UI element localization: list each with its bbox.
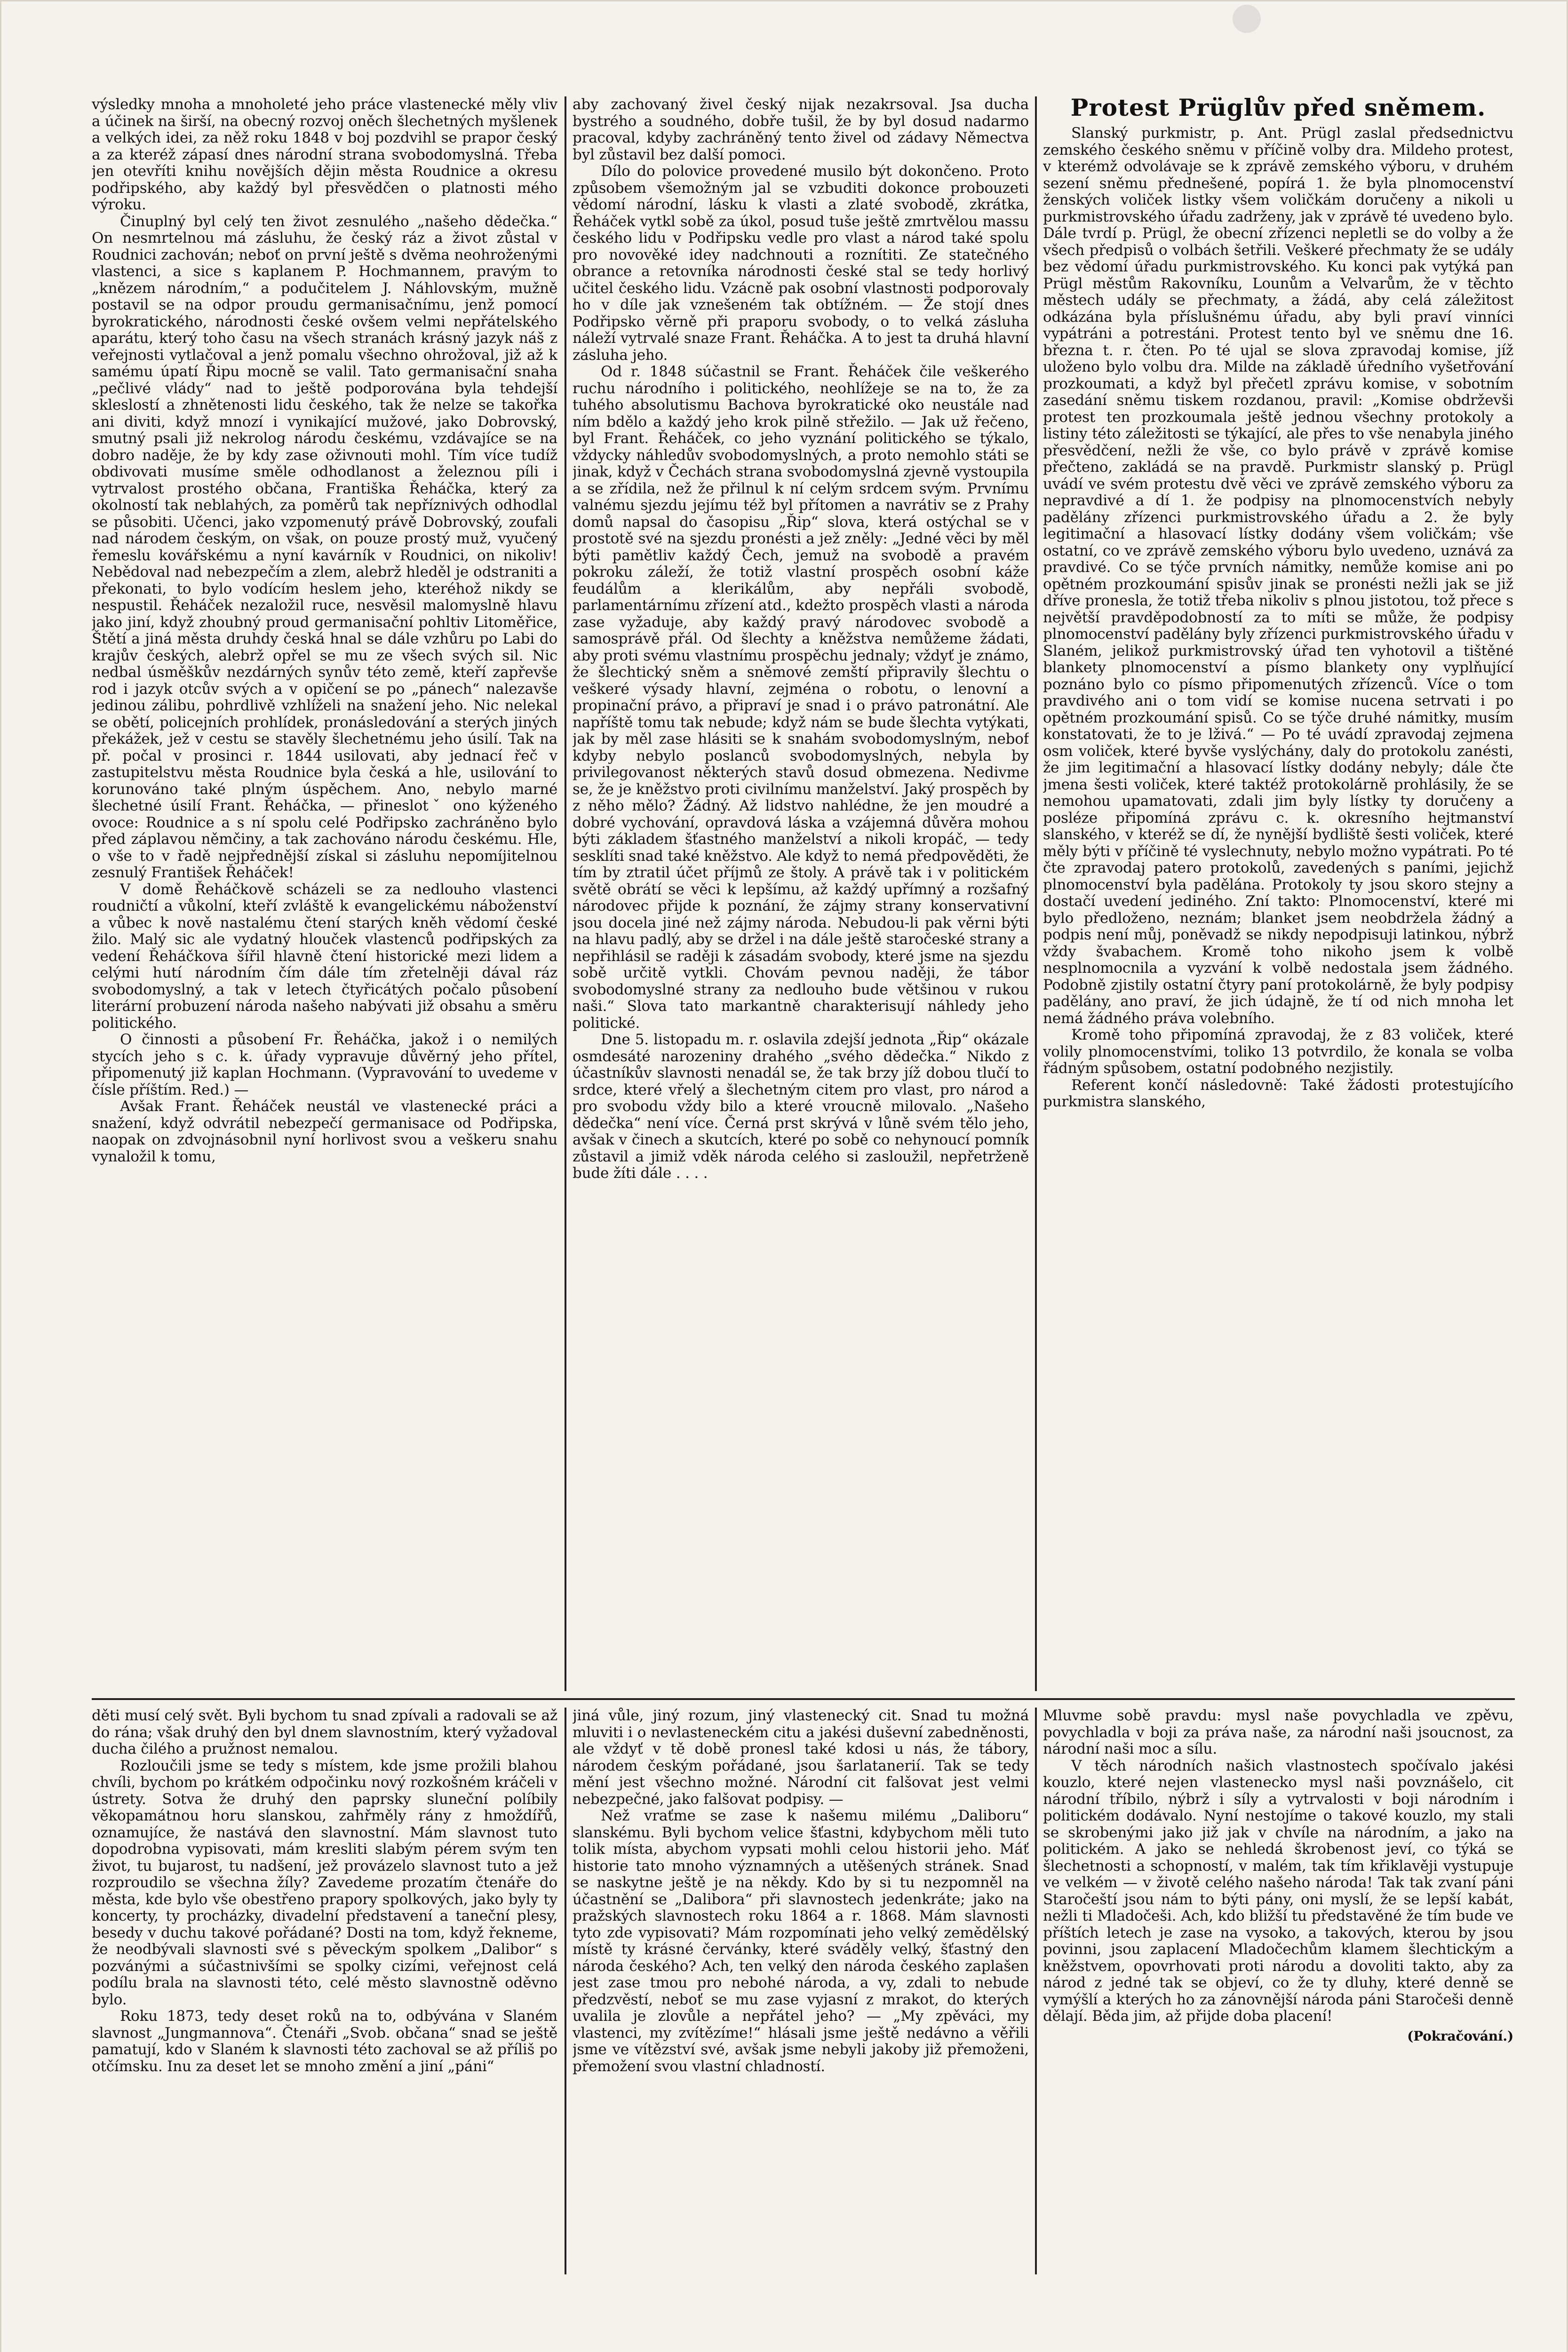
paragraph: Činuplný byl celý ten život zesnulého „našeho dědečka.“ On nesmrtelnou má zásluhu, že český ráz a život zůstal v Roudnici zachován; neboť on první ještě s dvěma neohroženými vlastenci, a sice s kaplanem P. Hochmannem, pravým to „knězem národním,“ a podučitelem J. Náhlovským, mužně postavil se na odpor proudu germanisačnímu, jenž pomocí byrokratického, národnosti české ovšem velmi nepřátelského aparátu, který toho času na všech stranách krásný jazyk náš z veřejnosti vytlačoval a jenž pomalu všechno ohrožoval, již až k samému úpatí Řipu mocně se valil. Tato germanisační snaha „pečlivé vlády“ nad to ještě podporována byla tehdejší skleslostí a zhnětenosti lidu českého, tak že nelze se takořka ani diviti, když mnozí i vynikající mužové, jako Dobrovský, smutný psali již nekrolog národu českému, vzdávajíce se na dobro naděje, že by kdy zase oživnouti mohl. Tím více tudíž obdivovati musíme směle odhodlanost a železnou píli i vytrvalost prostého občana, Františka Řeháčka, který za okolností tak neblahých, za poměrů tak nepříznivých odhodlal se působiti. Učenci, jako vzpomenutý právě Dobrovský, zoufali nad národem českým, on však, on pouze prostý muž, vyučený řemeslu kovářskému a nyní kavárník v Roudnici, on nikoliv! Nebědoval nad nebezpečím a zlem, alebrž hleděl je odstraniti a překonati, to bylo vodícím heslem jeho, kteréhož nikdy se nespustil. Řeháček nezaložil ruce, nesvěsil malomyslně hlavu jako jiní, když zhoubný proud germanisační pohltiv Litoměřice, Štětí a jiná města druhdy česká hnal se dále vzhůru po Labi do krajův českých, alebrž opřel se mu ze všech svých sil. Nic nedbal úsměškův nezdárných synův této země, kteří zapřevše rod i jazyk otcův svých a v opičení se po „pánech“ nalezavše jedinou zálibu, pohrdlivě vzhlíželi na snažení jeho. Nic nelekal se obětí, policejních prohlídek, pronásledování a sterých jiných překážek, jež v cestu se stavěly šlechetnému jeho úsilí. Tak na př. počal v prosinci r. 1844 usilovati, aby jednací řeč v zastupitelstvu města Roudnice byla česká a hle, usilování to korunováno také plným úspěchem. Ano, nebylo marné šlechetné úsilí Frant. Řeháčka, — přineslotˇ ono kýženého ovoce: Roudnice a s ní spolu celé Podřipsko zachráněno bylo před záplavou němčiny, a tak zachováno národu českému. Hle, o vše to v řadě nejpřednější získal si zásluhu nepomíjitelnou zesnulý František Řeháček!	[92, 213, 557, 881]
column-divider	[1035, 1708, 1037, 2274]
paragraph: Než vraťme se zase k našemu milému „Daliboru“ slanskému. Byli bychom velice šťastni, kdybychom měli tuto tolik místa, abychom vypsati mohli celou historii jeho. Máť historie tato mnoho významných a utěšených stránek. Snad se naskytne ještě je na někdy. Kdo by si tu nezpomněl na účastnění se „Dalibora“ při slavnostech jedenkráte; jako na pražských slavnostech roku 1864 a r. 1868. Mám slavnosti tyto zde vypisovati? Mám rozpomínati jeho velký zemědělský místě ty krásné červánky, které sváděly velký, šťastný den národa českého? Ach, ten velký den národa českého zaplašen jest zase tmou pro nebohé národa, a vy, zdali to nebude předzvěstí, neboť se mu zase vyjasní z mrakot, do kterých uvalila je zlovůle a nepřátel jeho? — „My zpěváci, my vlastenci, my zvítězíme!“ hlásali jsme ještě nedávno a věřili jsme ve vítězství své, avšak jsme nebyli jakoby již přemoženi, přemožení svou vlastní chladností.	[573, 1807, 1029, 2075]
top-column-1	[92, 96, 557, 1693]
paragraph: O činnosti a působení Fr. Řeháčka, jakož i o nemilých stycích jeho s c. k. úřady vypravuje důvěrný jeho přítel, připomenutý již kaplan Hochmann. (Vypravování to uvedeme v čísle příštím. Red.) —	[92, 1031, 557, 1098]
top-column-3	[1043, 94, 1513, 1693]
section-divider	[92, 1698, 1515, 1700]
article-headline: Protest Prüglův před sněmem.	[1070, 94, 1486, 121]
paragraph: Od r. 1848 súčastnil se Frant. Řeháček čile veškerého ruchu národního i politického, neohlížeje se na to, že za tuhého absolutismu Bachova byrokratické oko neustále nad ním bdělo a každý jeho krok pilně střežilo. — Jak už řečeno, byl Frant. Řeháček, co jeho vyznání politického se týkalo, vždycky náhledův svobodomyslných, a proto nemohlo státi se jinak, když v Čechách strana svobodomyslná zjevně vystoupila a se zřídila, než že přilnul k ní celým srdcem svým. Prvnímu valnému sjezdu jejímu též byl přítomen a navrátiv se z Prahy domů napsal do časopisu „Řip“ slova, která ostýchal se v prostotě své na sjezdu pronésti a jež zněly: „Jedné věci by měl býti pamětliv každý Čech, jemuž na svobodě a pravém pokroku záleží, že totiž vlastní prospěch osobní káže feudálům a klerikálům, aby nepřáli svobodě, parlamentárnímu zřízení atd., kdežto prospěch vlasti a národa zase vyžaduje, aby každý pravý národovec svobodě a samosprávě přál. Od šlechty a kněžstva nemůžeme žádati, aby proti svému vlastnímu prospěchu jednaly; vždyť je známo, že šlechtický sněm a sněmové zemští připravily šlechtu o veškeré výsady hlavní, zejména o robotu, o lenovní a propinační právo, a připraví je snad i o právo patronátní. Ale napříště tomu tak nebude; když nám se bude šlechta vytýkati, jak by měl zase hlásiti se k snahám svobodomyslným, nebof kdyby nebylo poslanců svobodomyslných, nebyla by privilegovanost některých stavů dosud obmezena. Nedivme se, že je kněžstvo proti civilnímu manželství. Jaký prospěch by z něho mělo? Žádný. Až lidstvo nahlédne, že jen moudré a dobré vychování, opravdová láska a vzájemná důvěra mohou býti základem šťastného manželství a nikoli kropáč, — tedy sesklíti snad také kněžstvo. Ale když to nemá předpověděti, že tím by ztratil účet příjmů ze štoly. A právě tak i v politickém světě obrátí se věci k lepšímu, až každý upřímný a rozšafný národovec přijde k poznání, že zájmy strany konservativní jsou docela jiné než zájmy národa. Nebudou-li pak věrni býti na hlavu padlý, aby se držel i na dále ještě staročeské strany a nepřihlásil se raději k zásadám svobody, které jsme na sjezdu sobě určitě vytkli. Chovám pevnou naději, že tábor svobodomyslné strany za nedlouho bude většinou v rukou naši.“ Slova tato markantně charakterisují náhledy jeho politické.	[573, 363, 1029, 1032]
paragraph: Slanský purkmistr, p. Ant. Prügl zaslal předsednictvu zemského českého sněmu v příčině volby dra. Mildeho protest, v kterémž odvolávaje se k zprávě zemského výboru, v druhém sezení sněmu přednešené, popírá 1. že byla plnomocenství ženských voliček listky všem voličkám doručeny a nikoli u purkmistrovského úřadu zadrženy, jak v zprávě té uvedeno bylo. Dále tvrdí p. Prügl, že obecní zřízenci nepletli se do volby a že všech předpisů o volbách šetřili. Veškeré přechmaty že se udály bez vědomí úřadu purkmistrovského. Ku konci pak vytýká pan Prügl městům Rakovníku, Lounům a Velvarům, že v těchto městech udály se přechmaty, a žádá, aby celá záležitost odkázána byla příslušnému úřadu, aby byli praví vinníci vypátráni a potrestáni. Protest tento byl ve sněmu dne 16. března t. r. čten. Po té ujal se slova zpravodaj komise, jíž uloženo bylo volbu dra. Milde na základě úředního vyšetřování prozkoumati, a když byl přečetl zprávu komise, v sobotním zasedání sněmu tiskem rozdanou, pravil: „Komise obdrževši protest ten prozkoumala ještě jednou všechny protokoly a listiny této záležitosti se týkající, ale přes to vše nenabyla jiného přesvědčení, nežli že vše, co bylo právě v zprávě komise přečteno, zakládá se na pravdě. Purkmistr slanský p. Prügl uvádí ve svém protestu dvě věci ve zprávě zemského výboru za nepravdivé a dí 1. že podpisy na plnomocenstvích nebyly padělány zřízenci purkmistrovského úřadu a 2. že byly legitimační a hlasovací lístky dodány všem voličkám; vše ostatní, co ve zprávě zemského výboru bylo uvedeno, uznává za pravdivé. Co se týče prvních námitky, nemůže komise ani po opětném prozkoumání spisův jinak se pronésti nežli jak se již dříve pronesla, že totiž třeba nikoliv s plnou jistotou, tož přece s největší pravděpodobností za to míti se může, že podpisy plnomocenství padělány byly zřízenci purkmistrovského úřadu v Slaném, jelikož purkmistrovský úřad ten vyhotovil a tištěné blankety plnomocenství a písmo blankety ony vyplňující poznáno bylo co písmo připomenutých zřízenců. Více o tom pravdivého ani o tom vidí se komise nucena setrvati i po opětném prozkoumání spisů. Co se týče druhé námitky, musím konstatovati, že to je lživá.“ — Po té uvádí zpravodaj zejmena osm voliček, které byvše vyslýchány, daly do protokolu zanésti, že jim legitimační a hlasovací lístky dodány nebyly; dále čte jmena šesti voliček, které taktéž protokolárně prohlásily, že se nemohou upamatovati, zdali jim byly lístky ty doručeny a posléze připomíná zprávu c. k. okresního hejtmanství slanského, v kteréž se dí, že nynější bydliště šesti voliček, které měly býti v příčině té vyslechnuty, nebylo možno vypátrati. Po té čte zpravodaj patero protokolů, zavedených s paními, jejichž plnomocenství byla padělána. Protokoly ty jsou skoro stejny a dostačí uvedení jediného. Zní takto: Plnomocenství, které mi bylo předloženo, neznám; blanket jsem neobdržela žádný a podpis není můj, poněvadž se nikdy nepodpisuji latinkou, nýbrž vždy švabachem. Kromě toho nikoho jsem k volbě nesplnomocnila a vyzvání k volbě nedostala jsem žádného. Podobně zjistily ostatní čtyry paní protokolárně, že byly podpisy padělány, ano praví, že jich údajně, že tí od nich mnoha let nemá žádného práva volebního.	[1043, 125, 1513, 1027]
bottom-column-2	[573, 1708, 1029, 2277]
paragraph: Mluvme sobě pravdu: mysl naše povychladla ve zpěvu, povychladla v boji za práva naše, za národní naši jsoucnost, za národní naši moc a sílu.	[1043, 1708, 1513, 1757]
paragraph: Kromě toho připomíná zpravodaj, že z 83 voliček, které volily plnomocenstvími, toliko 13 potvrdilo, že konala se volba řádným spůsobem, ostatní podobného nezjistily.	[1043, 1026, 1513, 1077]
paragraph: Dne 5. listopadu m. r. oslavila zdejší jednota „Řip“ okázale osmdesáté narozeniny drahého „svého dědečka.“ Nikdo z účastníkův slavnosti nenadál se, že tak brzy jíž dobou tlučí to srdce, které vřelý a šlechetným citem pro vlast, pro národ a pro svobodu vždy bilo a které vroucně milovalo. „Našeho dědečka“ není více. Černá prst skrývá v lůně svém tělo jeho, avšak v činech a skutcích, které po sobě co nehynoucí pomník zůstavil a jimiž vděk národa celého si zasloužil, nepřetrženě bude žíti dále . . . .	[573, 1031, 1029, 1182]
paragraph: V domě Řeháčkově scházeli se za nedlouho vlastenci roudničtí a vůkolní, kteří zvláště k evangelickému náboženství a vůbec k nově nastalému čtení starých kněh vědomí české žilo. Malý sic ale vydatný hlouček vlastenců podřipských za vedení Řeháčkova šířil hlavně čtení historické mezi lidem a celými hutí národním čím dále tím zřetelněji dával ráz svobodomyslný, a tak v letech čtyřicátých počalo působení literární probuzení národa našeho nabývati již obsahu a směru politického.	[92, 881, 557, 1032]
paragraph: Rozloučili jsme se tedy s místem, kde jsme prožili blahou chvíli, bychom po krátkém odpočinku nový rozkošném kráčeli v ústrety. Sotva že druhý den paprsky sluneční políbily věkopamátnou horu slanskou, zahřměly rány z hmoždířů, oznamujíce, že nastává den slavnostní. Mám slavnost tuto dopodrobna vypisovati, mám kresliti slabým pérem svým ten život, tu bujarost, tu nadšení, jež provázelo slavnost tuto a jež rozproudilo se všechna žíly? Zavedeme prozatím čtenáře do města, kde bylo vše obestřeno prapory spolkových, jako byly ty koncerty, ty procházky, divadelní představení a taneční plesy, besedy v duchu takové pořádané? Dosti na tom, když řekneme, že neodbývali slavnosti své s pěveckým spolkem „Dalibor“ s pozvánými a súčastnivšími se spolky cizími, veřejnost celá podílu brala na slavnosti této, celé město slavnostně oděvno bylo.	[92, 1757, 557, 2008]
bottom-column-3	[1043, 1708, 1513, 2277]
bottom-column-1	[92, 1708, 557, 2277]
paragraph: výsledky mnoha a mnoholeté jeho práce vlastenecké měly vliv a účinek na širší, na obecný rozvoj oněch šlechetných myšlenek a velkých idei, za něž roku 1848 v boj pozdvihl se prapor český a za kteréž zápasí dnes národní strana svobodomyslná. Třeba jen otevříti knihu novějších dějin města Roudnice a okresu podřipského, aby každý byl přesvědčen o platnosti mého výroku.	[92, 96, 557, 213]
top-column-2	[573, 96, 1029, 1693]
column-divider	[565, 1708, 566, 2274]
paragraph: Avšak Frant. Řeháček neustál ve vlastenecké práci a snažení, když odvrátil nebezpečí germanisace od Podřipska, naopak on zdvojnásobnil nyní horlivost svou a veškeru snahu vynaložil k tomu,	[92, 1098, 557, 1165]
paragraph: aby zachovaný živel český nijak nezakrsoval. Jsa ducha bystrého a soudného, dobře tušil, že by byl dosud nadarmo pracoval, kdyby zachráněný tento živel od zádavy Němectva byl zůstavil bez další pomoci.	[573, 96, 1029, 163]
paragraph: Dílo do polovice provedené musilo být dokončeno. Proto způsobem všemožným jal se vzbuditi dokonce probouzeti vědomí národní, lásku k vlasti a zlaté svobodě, zkrátka, Řeháček vytkl sobě za úkol, posud tuše ještě zmrtvělou massu českého lidu v Podřipsku vedle pro vlast a národ také spolu pro novověké idey nadchnouti a roznítiti. Ze statečného obrance a retovníka národnosti české stal se tedy horlivý učitel českého lidu. Vzácně pak osobní vlastnosti podporovaly ho v díle jak vznešeném tak obtížném. — Že stojí dnes Podřipsko věrně při praporu svobody, o to velká zásluha náleží vytrvalé snaze Frant. Řeháčka. A to jest ta druhá hlavní zásluha jeho.	[573, 163, 1029, 364]
paragraph: Roku 1873, tedy deset roků na to, odbývána v Slaném slavnost „Jungmannova“. Čtenáři „Svob. občana“ snad se ještě pamatují, kdo v Slaném k slavnosti této zachoval se až příliš po otčímsku. Inu za deset let se mnoho změní a jiní „páni“	[92, 2008, 557, 2075]
paragraph: děti musí celý svět. Byli bychom tu snad zpívali a radovali se až do rána; však druhý den byl dnem slavnostním, který vyžadoval ducha čilého a pružnost nemalou.	[92, 1708, 557, 1757]
column-divider	[1035, 96, 1037, 1691]
continuation-note: (Pokračování.)	[1407, 2028, 1513, 2044]
paragraph: Referent končí následovně: Také žádosti protestujícího purkmistra slanského,	[1043, 1076, 1513, 1110]
paragraph: jiná vůle, jiný rozum, jiný vlastenecký cit. Snad tu možná mluviti i o nevlasteneckém citu a jakési duševní zabedněnosti, ale vždyť v tě době pronesl také kdosi u nás, že tábory, národem českým pořádané, jsou šarlatanerií. Tak se tedy mění jest všechno možné. Národní cit falšovat jest velmi nebezpečné, jako falšovat podpisy. —	[573, 1708, 1029, 1808]
column-divider	[565, 96, 566, 1691]
paragraph: V těch národních našich vlastnostech spočívalo jakési kouzlo, které nejen vlastenecko mysl naši povznášelo, cit národní tříbilo, nýbrž i síly a vytrvalosti v boji národním i politickém dodávalo. Nyní nestojíme o takové kouzlo, my stali se skrobenými jako již jak v chvíle na národním, a jako na politickém. A jako se nehledá škrobenost jeví, co týká se šlechetnosti a schopností, v malém, tak tím křiklavěji vystupuje ve velkém — v životě celého našeho národa! Tak tak zvaní páni Staročeští jsou nám to býti pány, oni myslí, že se lepší kabát, nežli ti Mladočeši. Ach, kdo bližší tu představěné že tím bude ve příštích letech je zase na vysoko, a takových, kterou by jsou povinni, jsou zaplacení Mladočechům klamem šlechtickým a kněžstvem, opovrhovati proti národu a dovoliti takto, aby za národ z jedné tak se objeví, co že ty dluhy, které denně se vymýšlí a kterých ho za zánovnější národa páni Staročeši denně dělají. Běda jim, až přijde doba placení!	[1043, 1757, 1513, 2025]
